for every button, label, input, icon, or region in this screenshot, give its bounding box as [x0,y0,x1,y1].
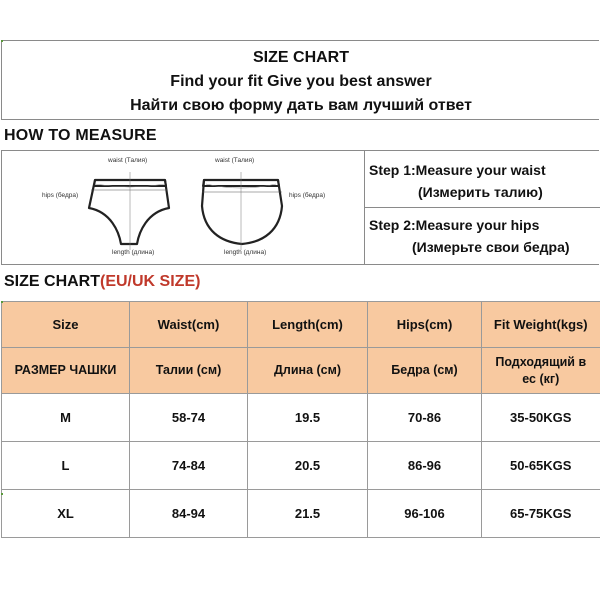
table-cell: 74-84 [130,442,248,490]
table-cell: 65-75KGS [482,490,600,538]
table-cell: XL [2,490,130,538]
step1-ru-text: (Измерить талию) [418,184,543,200]
table-cell: 35-50KGS [482,394,600,442]
back-hips-label: hips (бедра) [289,192,326,199]
corner-mark [1,493,3,495]
table-cell: 84-94 [130,490,248,538]
header-cell: Waist(cm) [130,302,248,348]
front-hips-label: hips (бедра) [42,192,79,199]
header-cell: Талии (см) [130,348,248,394]
table-cell: 20.5 [248,442,368,490]
header-cell: Fit Weight(kgs) [482,302,600,348]
header-cell: Длина (см) [248,348,368,394]
back-length-label: length (длина) [224,249,267,256]
header-cell: Size [2,302,130,348]
table-row [2,490,600,538]
subtitle-en: Find your fit Give you best answer [170,73,432,90]
how-to-measure-heading: HOW TO MEASURE [4,127,157,144]
corner-mark [1,301,3,303]
header-cell: Подходящий в ес (кг) [482,348,600,394]
brief-front-illustration [77,166,182,256]
header-cell: Length(cm) [248,302,368,348]
header-cell: Hips(cm) [368,302,482,348]
step1-text: Step 1:Measure your waist [369,162,546,178]
table-cell: 70-86 [368,394,482,442]
table-cell: 86-96 [368,442,482,490]
table-cell: 50-65KGS [482,442,600,490]
subtitle-ru: Найти свою форму дать вам лучший ответ [130,97,472,114]
table-row [2,442,600,490]
size-table [1,301,600,538]
size-chart-title [4,273,200,291]
header-cell: РАЗМЕР ЧАШКИ [2,348,130,394]
front-waist-label: waist (Талия) [108,157,148,164]
table-cell: 96-106 [368,490,482,538]
table-cell: L [2,442,130,490]
step2-ru-text: (Измерьте свои бедра) [412,239,570,255]
table-cell: M [2,394,130,442]
table-cell: 21.5 [248,490,368,538]
measure-box [1,150,599,265]
table-cell: 19.5 [248,394,368,442]
header-row-ru [2,348,600,394]
header-cell: Бедра (см) [368,348,482,394]
step2-text: Step 2:Measure your hips [369,217,540,233]
steps-divider [364,207,600,208]
header-box [1,40,599,120]
front-length-label: length (длина) [112,249,155,256]
corner-mark [1,40,3,42]
header-row-en [2,302,600,348]
table-cell: 58-74 [130,394,248,442]
back-waist-label: waist (Талия) [215,157,255,164]
size-chart-title-main: SIZE CHART [4,273,100,290]
brief-back-illustration [192,166,292,256]
size-chart-region: (EU/UK SIZE) [100,273,201,290]
table-row [2,394,600,442]
page-title: SIZE CHART [253,49,349,66]
